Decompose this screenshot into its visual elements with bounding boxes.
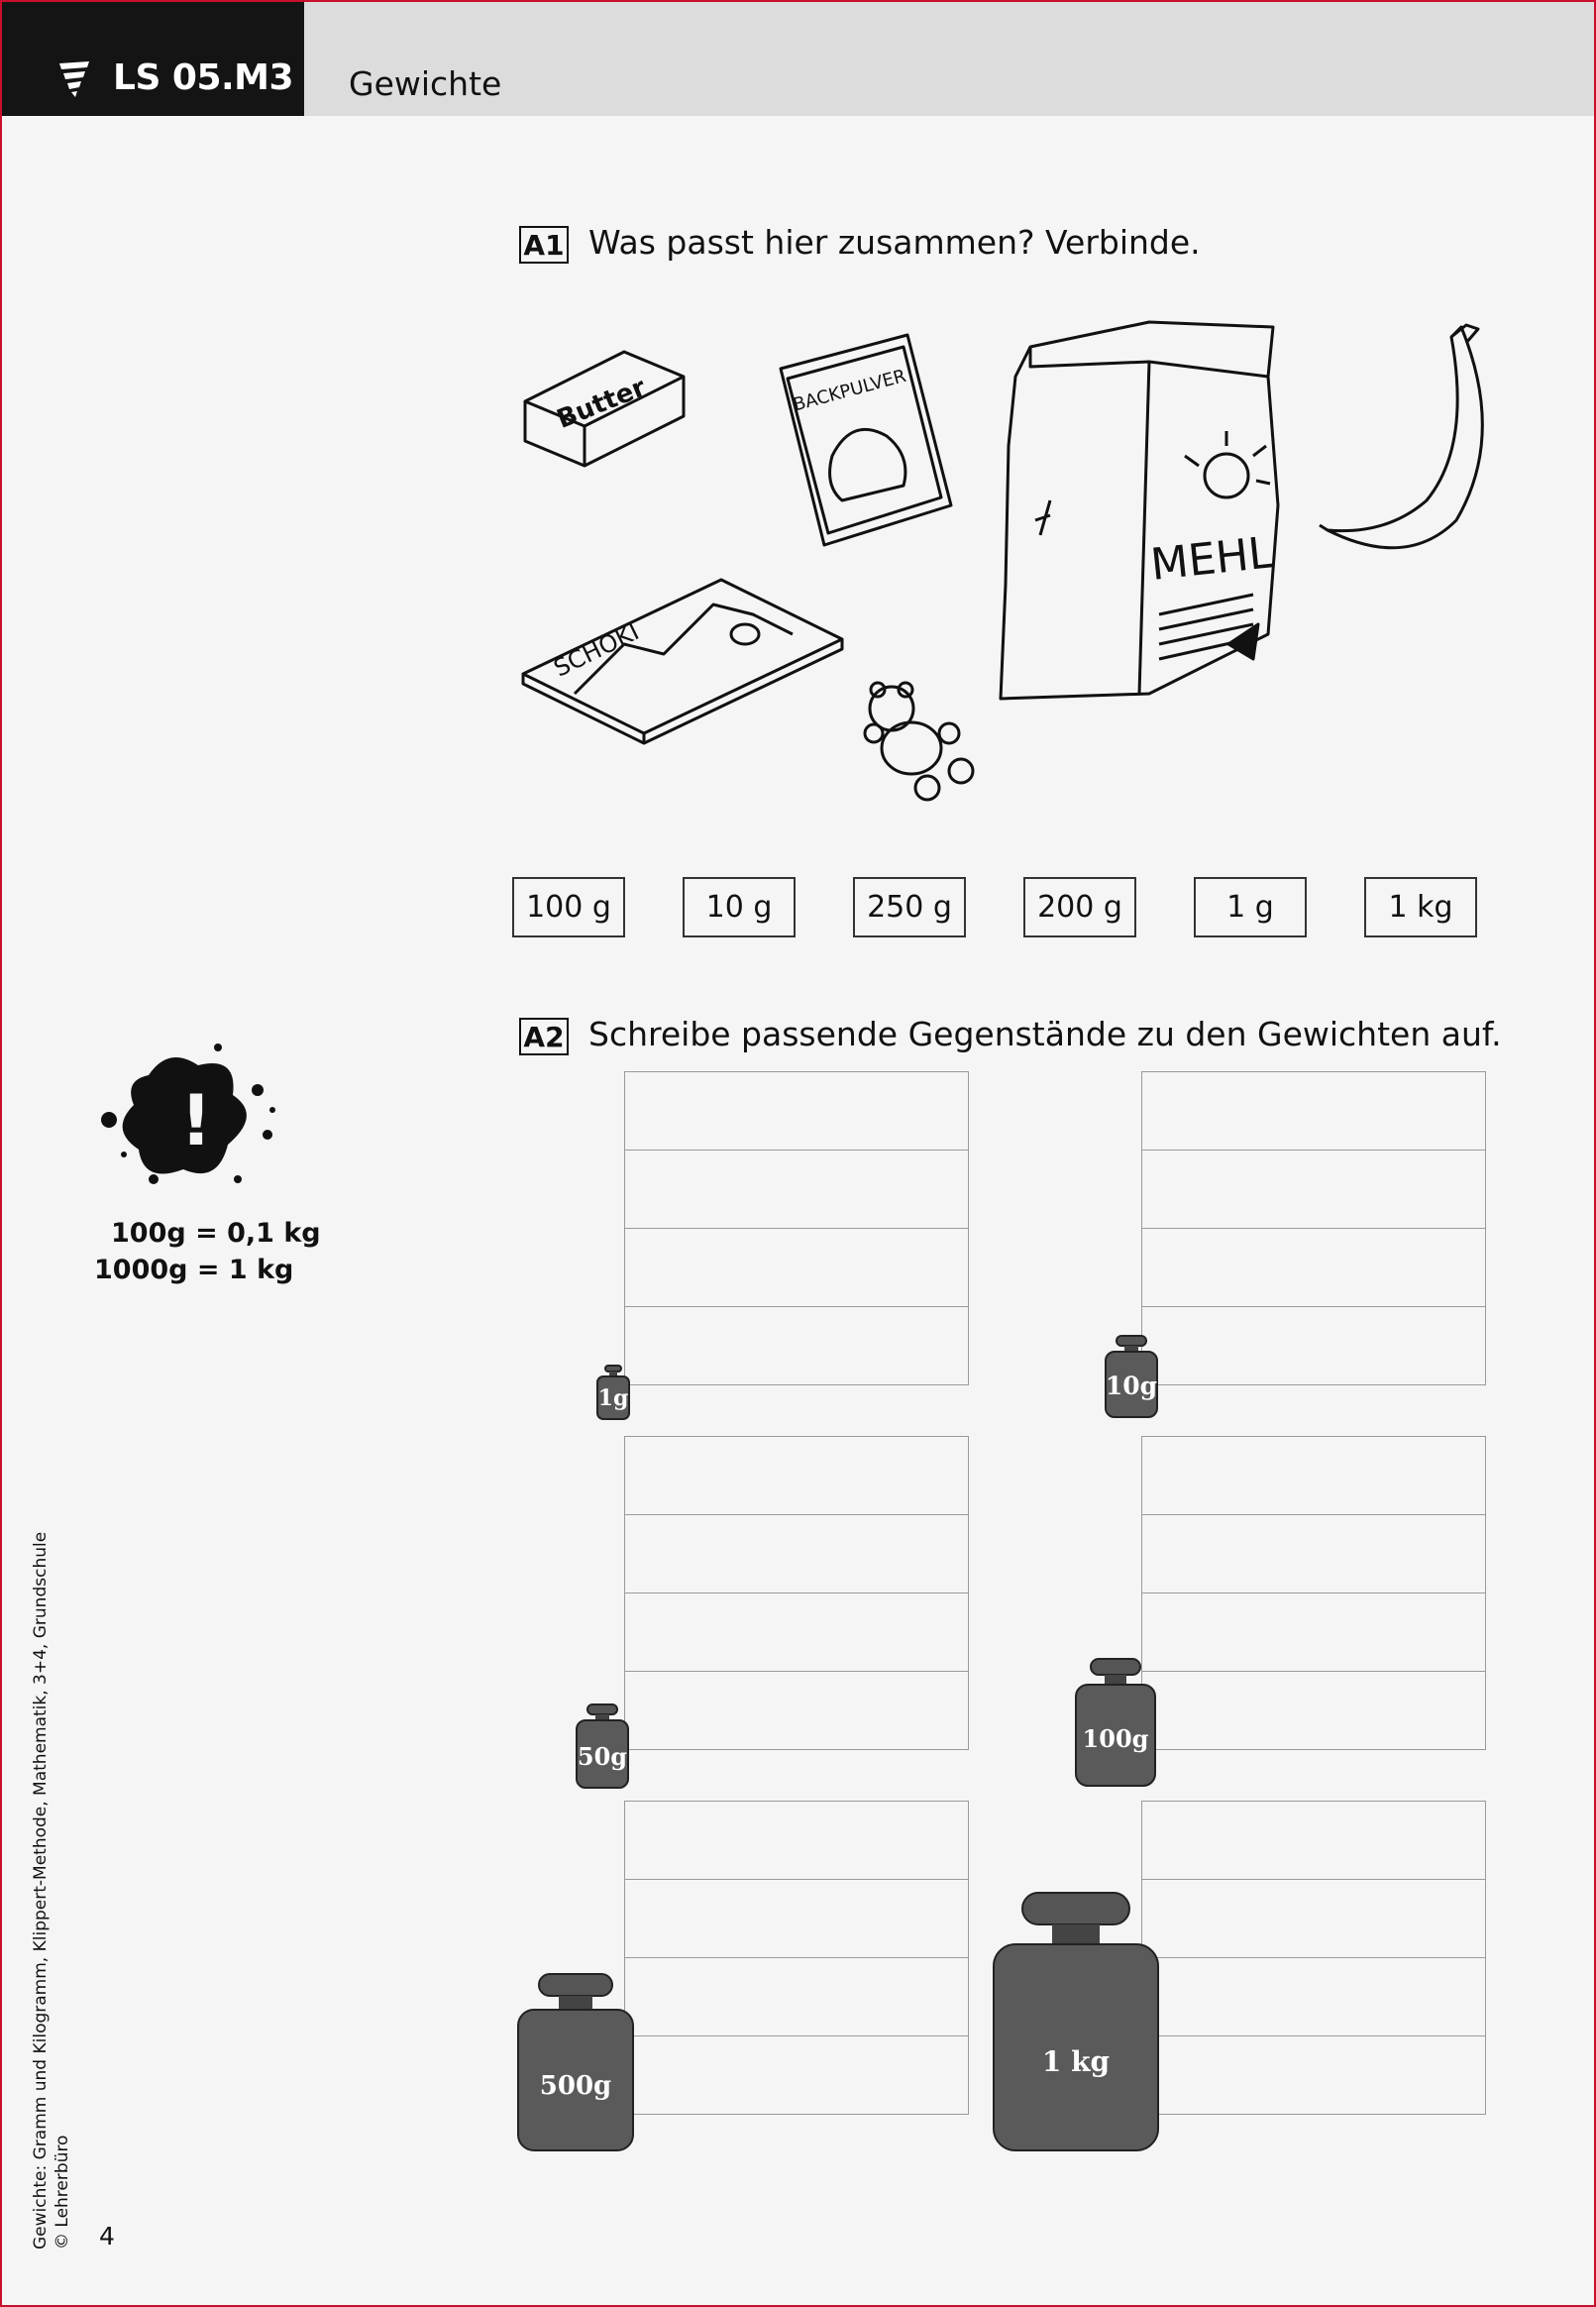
- answer-line[interactable]: [1142, 1151, 1485, 1229]
- answer-line[interactable]: [625, 1072, 968, 1151]
- weight-box-3: 250 g: [853, 877, 966, 937]
- baking-powder-label: BACKPULVER: [791, 365, 908, 416]
- answer-line[interactable]: [625, 1515, 968, 1593]
- weight-1kg-label: 1 kg: [1041, 2045, 1111, 2078]
- weight-500g-label: 500g: [539, 2071, 612, 2101]
- task-a2-instruction: Schreibe passende Gegenstände zu den Gewichten auf.: [588, 1015, 1502, 1053]
- answer-line[interactable]: [625, 1437, 968, 1515]
- hint-line-2: 1000g = 1 kg: [94, 1255, 294, 1285]
- answer-grid-500g[interactable]: [624, 1801, 969, 2115]
- weight-500g-icon: [515, 1972, 636, 2152]
- answer-line[interactable]: [1142, 1307, 1485, 1384]
- answer-grid-50g[interactable]: [624, 1436, 969, 1750]
- page-number: 4: [99, 2222, 115, 2251]
- banana-icon: [1320, 325, 1482, 548]
- answer-line[interactable]: [625, 1958, 968, 2036]
- task-a1-instruction: Was passt hier zusammen? Verbinde.: [588, 223, 1201, 262]
- weight-box-1: 100 g: [512, 877, 625, 937]
- butter-label: Butter: [553, 372, 651, 435]
- answer-line[interactable]: [1142, 1672, 1485, 1749]
- answer-line[interactable]: [1142, 1437, 1485, 1515]
- weight-box-2: 10 g: [683, 877, 796, 937]
- grocery-illustration: [515, 307, 1506, 823]
- footer-source: [30, 1532, 73, 2250]
- header-code: LS 05.M3: [113, 57, 294, 98]
- answer-line[interactable]: [625, 1802, 968, 1880]
- weight-10g-label: 10g: [1105, 1372, 1158, 1400]
- header-code-box: [2, 2, 304, 116]
- answer-line[interactable]: [625, 1229, 968, 1307]
- answer-grid-100g[interactable]: [1141, 1436, 1486, 1750]
- weight-100g-icon: [1073, 1657, 1158, 1788]
- weight-1kg-icon: [991, 1891, 1161, 2152]
- weight-50g-icon: [574, 1703, 631, 1790]
- gummy-bear-icon: [865, 683, 973, 800]
- flour-label: MEHL: [1148, 527, 1276, 591]
- task-a1-label: A1: [519, 226, 569, 264]
- answer-line[interactable]: [1142, 1515, 1485, 1593]
- answer-line[interactable]: [1142, 1229, 1485, 1307]
- task-a2-label: A2: [519, 1018, 569, 1055]
- exclamation-mark: !: [180, 1080, 212, 1161]
- answer-grid-10g[interactable]: [1141, 1071, 1486, 1385]
- answer-line[interactable]: [1142, 1880, 1485, 1958]
- answer-line[interactable]: [1142, 1072, 1485, 1151]
- answer-line[interactable]: [625, 2036, 968, 2114]
- answer-line[interactable]: [1142, 2036, 1485, 2114]
- answer-line[interactable]: [625, 1151, 968, 1229]
- answer-grid-1g[interactable]: [624, 1071, 969, 1385]
- weight-1g-icon: [594, 1364, 632, 1421]
- flour-bag-icon: [1001, 322, 1278, 699]
- footer-source-text: Gewichte: Gramm und Kilogramm, Klippert-Methode, Mathematik, 3+4, Grundschule: [31, 1531, 51, 2250]
- answer-line[interactable]: [625, 1593, 968, 1672]
- weight-box-5: 1 g: [1194, 877, 1307, 937]
- tornado-icon: [57, 59, 91, 99]
- weight-50g-label: 50g: [577, 1742, 628, 1771]
- footer-copyright: © Lehrerbüro: [53, 2135, 72, 2250]
- answer-line[interactable]: [625, 1307, 968, 1384]
- chocolate-label: SCHOKI: [549, 617, 644, 683]
- ink-splash-icon: [89, 1036, 287, 1194]
- answer-line[interactable]: [1142, 1802, 1485, 1880]
- chocolate-bar-icon: [523, 580, 842, 743]
- hint-line-1: 100g = 0,1 kg: [111, 1218, 321, 1249]
- weight-10g-icon: [1103, 1334, 1160, 1419]
- answer-line[interactable]: [625, 1880, 968, 1958]
- weight-box-4: 200 g: [1023, 877, 1136, 937]
- butter-icon: [525, 352, 684, 466]
- weight-100g-label: 100g: [1082, 1724, 1149, 1753]
- page-title: Gewichte: [349, 64, 502, 103]
- weight-1g-label: 1g: [597, 1385, 629, 1411]
- answer-line[interactable]: [1142, 1593, 1485, 1672]
- answer-grid-1kg[interactable]: [1141, 1801, 1486, 2115]
- answer-line[interactable]: [625, 1672, 968, 1749]
- baking-powder-icon: [781, 335, 951, 545]
- weight-box-6: 1 kg: [1364, 877, 1477, 937]
- answer-line[interactable]: [1142, 1958, 1485, 2036]
